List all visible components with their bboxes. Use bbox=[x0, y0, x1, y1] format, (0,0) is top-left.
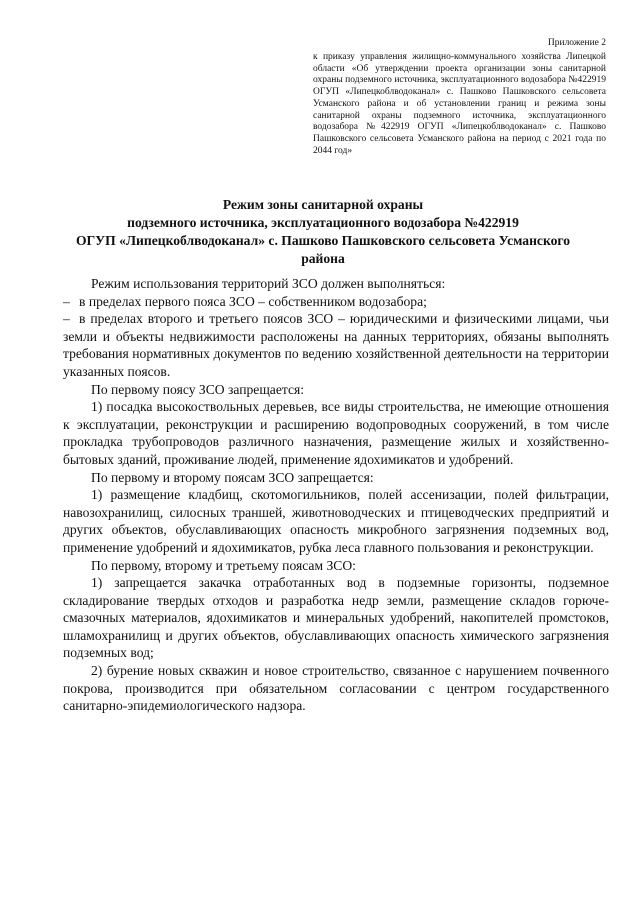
title-line-3: ОГУП «Липецкоблводоканал» с. Пашково Пашковского сельсовета Усманского bbox=[75, 233, 571, 248]
section-heading-zone-1-2: По первому и второму поясам ЗСО запрещается: bbox=[91, 469, 374, 485]
zone-1-2-3-item-1: 1) запрещается закачка отработанных вод в подземные горизонты, подземное складирование твердых отходов и разработка недр земли, размещение складов горюче-смазочных материалов, ядохимикатов и минеральных удобрений, накопителей промстоков, шламохранилищ и других объектов, обуславливающих опасность химического загрязнения подземных вод; bbox=[63, 575, 609, 661]
document-body bbox=[63, 275, 609, 715]
document-title bbox=[40, 196, 606, 268]
zone-1-2-item-1: 1) размещение кладбищ, скотомогильников, полей ассенизации, полей фильтрации, навозохранилищ, силосных траншей, животноводческих и птицеводческих предприятий и других объектов, обуславливающих опасность микробного загрязнения подземных вод, применение удобрений и ядохимикатов, рубка леса главного пользования и реконструкции. bbox=[63, 487, 609, 555]
list-item bbox=[63, 310, 609, 380]
zone-1-2-3-item-2: 2) бурение новых скважин и новое строительство, связанное с нарушением почвенного покрова, производится при обязательном согласовании с центром государственного санитарно-эпидемиологического надзора. bbox=[63, 663, 609, 714]
title-line-1: Режим зоны санитарной охраны bbox=[222, 197, 424, 212]
list-item bbox=[63, 293, 609, 311]
title-line-2: подземного источника, эксплуатационного водозабора №422919 bbox=[127, 215, 519, 230]
dash-item-text: в пределах первого пояса ЗСО – собственником водозабора; bbox=[79, 293, 427, 309]
title-line-4: района bbox=[301, 251, 345, 266]
appendix-label: Приложение 2 bbox=[547, 38, 606, 48]
dash-mark: – bbox=[63, 293, 70, 309]
zone-1-item-1: 1) посадка высокоствольных деревьев, все виды строительства, не имеющие отношения к эксплуатации, реконструкции и расширению водопроводных сооружений, в том числе прокладка трубопроводов различного назначения, размещение жилых и хозяйственно-бытовых зданий, проживание людей, применение ядохимикатов и удобрений. bbox=[63, 399, 609, 467]
dash-mark: – bbox=[63, 311, 70, 327]
dash-item-text: в пределах второго и третьего поясов ЗСО – юридическими и физическими лицами, чьи земли и объекты недвижимости расположены на данных территориях, обязаны выполнять требования нормативных документов по ведению хозяйственной деятельности на территории указанных поясов. bbox=[63, 311, 609, 379]
intro-paragraph: Режим использования территорий ЗСО должен выполняться: bbox=[91, 276, 446, 291]
appendix-reference: к приказу управления жилищно-коммунального хозяйства Липецкой области «Об утверждении проекта организации зоны санитарной охраны подземного источника, эксплуатационного водозабора №422919 ОГУП «Липецкоблводоканал» с. Пашково Пашковского сельсовета Усманского района и об установлении границ и режима зоны санитарной охраны подземного источника, эксплуатационного водозабора №422919 ОГУП «Липецкоблводоканал» с. Пашково Пашковского сельсовета Усманского района на период с 2021 года по 2044 год» bbox=[313, 52, 606, 156]
section-heading-zone-1: По первому поясу ЗСО запрещается: bbox=[91, 381, 305, 397]
section-heading-zone-1-2-3: По первому, второму и третьему поясам ЗСО: bbox=[91, 557, 356, 573]
